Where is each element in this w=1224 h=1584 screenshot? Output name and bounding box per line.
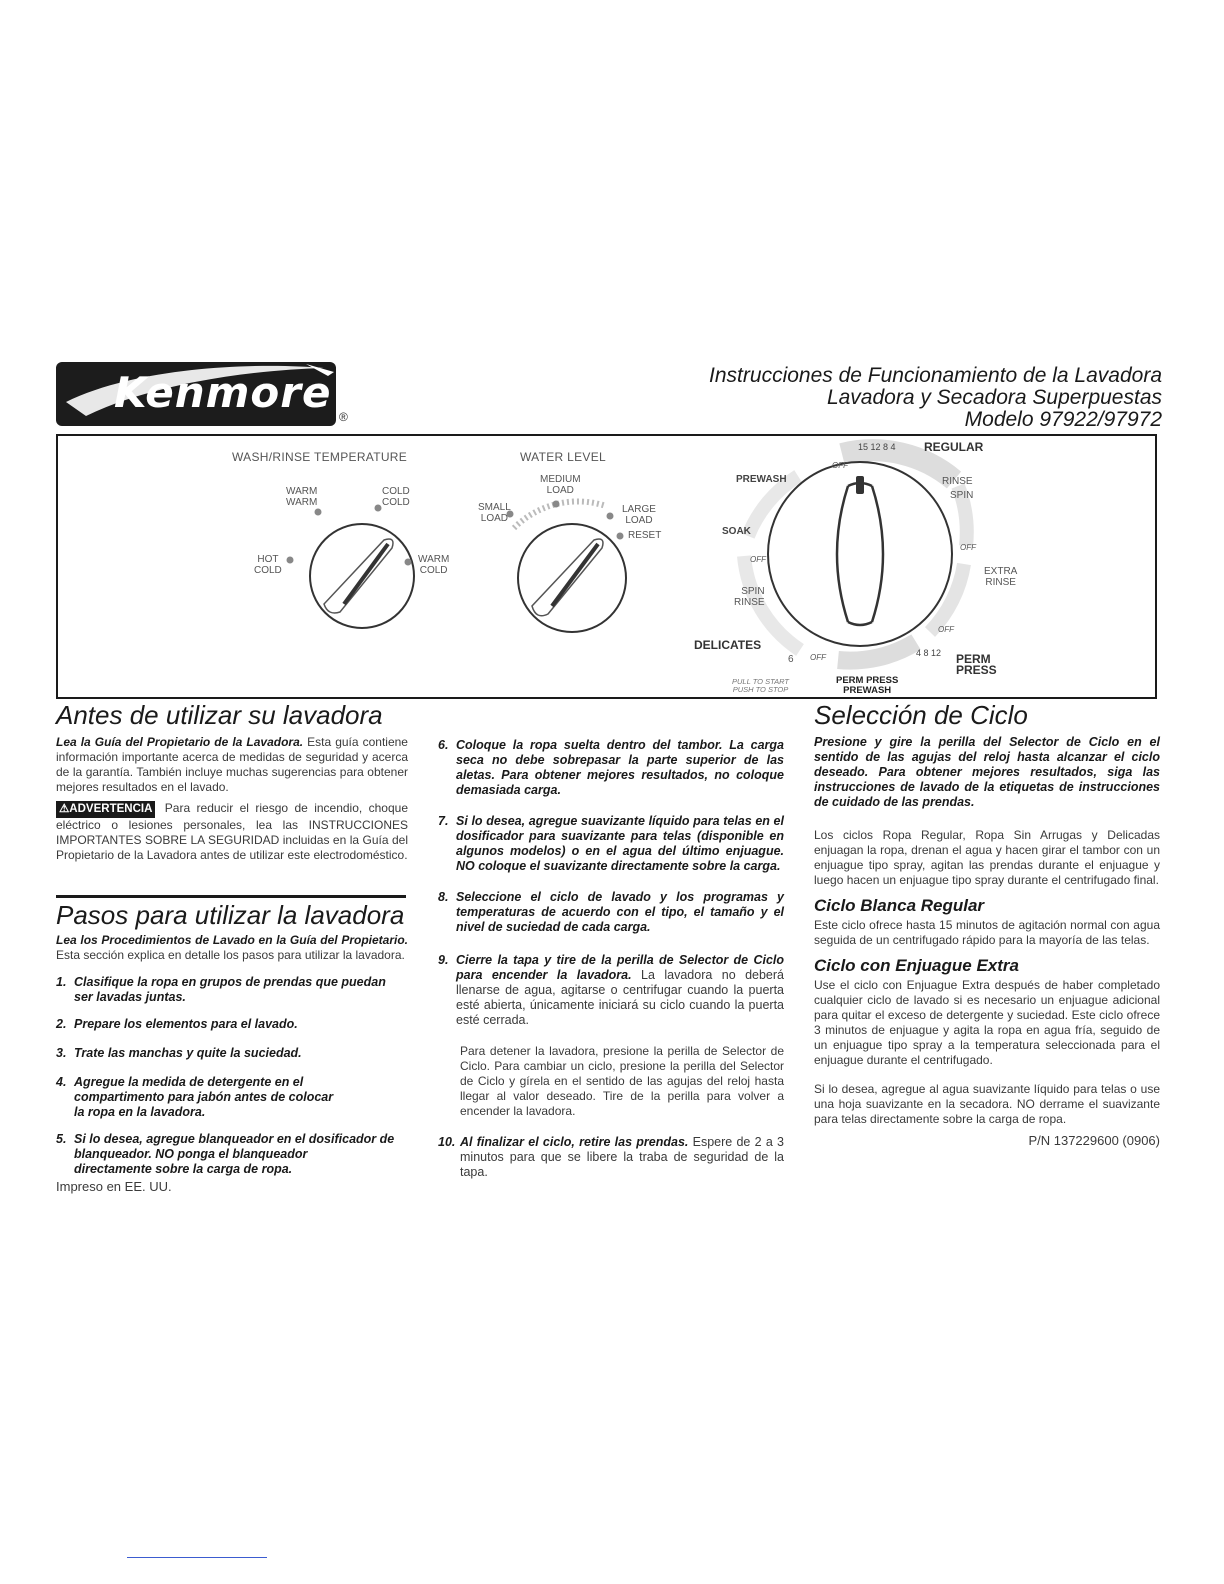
subheading-blanca: Ciclo Blanca Regular bbox=[814, 896, 985, 915]
right-column bbox=[814, 700, 1160, 1148]
water-level-knob[interactable] bbox=[518, 524, 626, 632]
step-6 bbox=[438, 738, 784, 798]
cycle-delicates-six: 6 bbox=[788, 654, 794, 665]
temp-warm-cold-rinse: COLD bbox=[419, 565, 448, 576]
temp-hot-cold-rinse: COLD bbox=[254, 565, 282, 576]
water-header: WATER LEVEL bbox=[520, 450, 606, 464]
step-1-line-a: Clasifique la ropa en grupos de prendas que puedan bbox=[74, 975, 386, 989]
cycle-extra-label: EXTRA bbox=[984, 566, 1018, 577]
temp-cold-cold-wash: COLD bbox=[382, 486, 410, 497]
temp-dot-cold-cold bbox=[375, 505, 382, 512]
step-10-rest: Espere de 2 a 3 minutos para que se libere la traba de seguridad de la tapa. bbox=[460, 1135, 784, 1179]
water-small-load: LOAD bbox=[480, 513, 509, 524]
temp-warm-warm-rinse: WARM bbox=[286, 497, 318, 508]
cycle-paragraph-1: Los ciclos Ropa Regular, Ropa Sin Arrugas y Delicadas enjuagan la ropa, drenan el agua y hacen girar el tambor con un enjuague tipo spray, agitan las prendas durante el enjuague y luego hacen un enjuague tipo spray durante el centrifugado final. bbox=[814, 828, 1160, 887]
title-line-3: Modelo 97922/97972 bbox=[964, 408, 1162, 431]
cycle-perm-press-prewash[interactable] bbox=[836, 676, 898, 696]
water-large[interactable] bbox=[622, 504, 656, 526]
heading-pasos: Pasos para utilizar la lavadora bbox=[56, 900, 405, 930]
step-7-text: Si lo desea, agregue suavizante líquido para telas en el dosificador para suavizante para telas (disponible en algunos modelos) o en el agua del último enjuague. NO coloque el suavizante directamente sobre la carga. bbox=[456, 814, 784, 873]
step-9-num: 9. bbox=[438, 953, 449, 967]
printed-in: Impreso en EE. UU. bbox=[56, 1179, 172, 1194]
step-1-line-b: ser lavadas juntas. bbox=[74, 990, 186, 1004]
logo-text: Kenmore bbox=[114, 368, 332, 417]
water-medium-label: MEDIUM bbox=[540, 474, 581, 485]
temp-warm-cold-wash: WARM bbox=[418, 554, 450, 565]
step-8-num: 8. bbox=[438, 890, 449, 904]
temp-cold-cold-rinse: COLD bbox=[382, 497, 410, 508]
step-5-line-a: Si lo desea, agregue blanqueador en el dosificador de bbox=[74, 1132, 395, 1146]
intro-paragraph bbox=[56, 735, 408, 795]
step-2-text: Prepare los elementos para el lavado. bbox=[74, 1017, 298, 1031]
step-5 bbox=[56, 1132, 408, 1177]
temp-warm-warm-wash: WARM bbox=[286, 486, 318, 497]
left-column-steps bbox=[56, 900, 408, 1194]
step-2-num: 2. bbox=[56, 1017, 67, 1031]
cycle-off-bottom: OFF bbox=[810, 653, 826, 662]
cycle-extra-rinse[interactable] bbox=[984, 566, 1017, 588]
section-divider bbox=[56, 895, 406, 898]
step-3-num: 3. bbox=[56, 1046, 67, 1060]
blanca-text: Este ciclo ofrece hasta 15 minutos de agitación normal con agua seguida de un centrifugado rápido para la mayoría de las telas. bbox=[814, 918, 1160, 947]
warning-paragraph bbox=[56, 801, 408, 863]
temp-hot-cold[interactable] bbox=[254, 554, 282, 576]
water-medium[interactable] bbox=[540, 474, 581, 496]
temp-dot-warm-cold bbox=[405, 559, 412, 566]
step-3-text: Trate las manchas y quite la suciedad. bbox=[74, 1046, 302, 1060]
step-9-rest: La lavadora no deberá llenarse de agua, agitarse o centrifugar cuando la puerta esté abierta, únicamente iniciará su ciclo cuando la puerta esté cerrada. bbox=[456, 968, 784, 1027]
step-4-line-b: compartimento para jabón antes de colocar bbox=[74, 1090, 334, 1104]
cycle-rinse-left: RINSE bbox=[734, 597, 765, 608]
cycle-prewash[interactable]: PREWASH bbox=[736, 474, 787, 485]
water-medium-load: LOAD bbox=[546, 485, 574, 496]
cycle-selector-knob[interactable] bbox=[768, 462, 952, 646]
control-panel bbox=[56, 434, 1157, 699]
step-10-num: 10. bbox=[438, 1135, 456, 1149]
cycle-spin-rinse-left[interactable] bbox=[734, 586, 765, 608]
step-5-num: 5. bbox=[56, 1132, 67, 1146]
water-large-label: LARGE bbox=[622, 504, 656, 515]
cycle-spin-left: SPIN bbox=[741, 586, 765, 597]
step-8-text: Seleccione el ciclo de lavado y los programas y temperaturas de acuerdo con el tipo, el tamaño y el nivel de suciedad de cada carga. bbox=[456, 890, 784, 934]
step-4-num: 4. bbox=[56, 1075, 67, 1089]
temp-warm-warm[interactable] bbox=[286, 486, 317, 508]
steps-intro-rest: Esta sección explica en detalle los pasos para utilizar la lavadora. bbox=[56, 948, 405, 962]
step-7-num: 7. bbox=[438, 814, 449, 828]
step-9 bbox=[438, 953, 784, 1028]
step-6-text: Coloque la ropa suelta dentro del tambor. La carga seca no debe sobrepasar la parte superior de las aletas. Para obtener mejores resultados, no coloque demasiada carga. bbox=[456, 738, 784, 797]
extra-text: Use el ciclo con Enjuague Extra después de haber completado cualquier ciclo de lavado si es necesario un enjuague adicional para quitar el exceso de detergente y suciedad. Este ciclo ofrece 3 minutos de enjuague y agita la ropa en agua fría, seguido de un enjuague tipo spray a la temperatura seleccionada para el enjuague durante el centrifugado. bbox=[814, 978, 1160, 1067]
step-7 bbox=[438, 814, 784, 874]
step-10 bbox=[438, 1135, 784, 1180]
warning-text: Para reducir el riesgo de incendio, choque eléctrico o lesiones personales, lea las INSTRUCCIONES IMPORTANTES SOBRE LA SEGURIDAD incluidas en la Guía del Propietario de la Lavadora antes de utilizar este electrodoméstico. bbox=[56, 801, 408, 862]
cycle-off-top: OFF bbox=[832, 461, 848, 470]
water-small-label: SMALL bbox=[478, 502, 511, 513]
temp-dot-hot-cold bbox=[287, 557, 294, 564]
perm-press-prewash-1: PERM PRESS bbox=[836, 675, 899, 686]
temp-hot-cold-wash: HOT bbox=[257, 554, 279, 565]
intro-rest: Esta guía contiene información importante acerca de medidas de seguridad y acerca de la garantía. También incluye muchas sugerencias para obtener mejores resultados en el lavado. bbox=[56, 735, 408, 794]
temp-header: WASH/RINSE TEMPERATURE bbox=[232, 450, 408, 464]
step-6-num: 6. bbox=[438, 738, 449, 752]
cycle-regular-numbers: 15 12 8 4 bbox=[858, 442, 896, 452]
left-column bbox=[56, 700, 408, 863]
water-reset[interactable]: RESET bbox=[628, 530, 662, 541]
stop-paragraph: Para detener la lavadora, presione la perilla de Selector de Ciclo. Para cambiar un ciclo, presione la perilla del Selector de Ciclo y gírela en el sentido de las agujas del reloj hasta llegar al valor deseado. Tire de la perilla para volver a encender la lavadora. bbox=[460, 1044, 784, 1118]
temp-warm-cold[interactable] bbox=[418, 554, 449, 576]
step-2 bbox=[56, 1017, 408, 1032]
cycle-off-right: OFF bbox=[960, 543, 976, 552]
water-large-load: LOAD bbox=[625, 515, 653, 526]
cycle-perm-label: PERM bbox=[956, 652, 991, 666]
step-3 bbox=[56, 1046, 408, 1061]
perm-press-prewash-2: PREWASH bbox=[843, 685, 892, 696]
water-small[interactable] bbox=[478, 502, 511, 524]
temp-dot-warm-warm bbox=[315, 509, 322, 516]
cycle-press-label: PRESS bbox=[956, 663, 997, 677]
intro-bold: Lea la Guía del Propietario de la Lavadora. bbox=[56, 735, 304, 749]
bottom-rule bbox=[127, 1557, 267, 1558]
cycle-perm-press[interactable] bbox=[956, 654, 997, 676]
title-line-2: Lavadora y Secadora Superpuestas bbox=[826, 386, 1162, 409]
cycle-spin[interactable]: SPIN bbox=[950, 490, 974, 501]
step-1-num: 1. bbox=[56, 975, 67, 989]
kenmore-logo bbox=[56, 362, 346, 426]
cycle-rinse[interactable]: RINSE bbox=[942, 476, 973, 487]
pull-push-hint bbox=[732, 678, 789, 694]
cycle-delicates[interactable]: DELICATES bbox=[694, 638, 762, 652]
step-5-line-c: directamente sobre la carga de ropa. bbox=[74, 1162, 293, 1176]
step-9-bold: Cierre la tapa y tire de la perilla de Selector de Ciclo para encender la lavadora. bbox=[456, 953, 784, 982]
subheading-extra: Ciclo con Enjuague Extra bbox=[814, 956, 1019, 975]
cycle-intro: Presione y gire la perilla del Selector de Ciclo en el sentido de las agujas del reloj hasta alcanzar el ciclo deseado. Para obtener mejores resultados, siga las instrucciones de lavado de la etiquetas de instrucciones de cuidado de las prendas. bbox=[814, 735, 1160, 809]
step-8 bbox=[438, 890, 784, 935]
title-line-1: Instrucciones de Funcionamiento de la Lavadora bbox=[709, 364, 1162, 387]
cycle-regular[interactable]: REGULAR bbox=[924, 440, 984, 454]
registered-mark: ® bbox=[339, 410, 348, 424]
water-level-arc bbox=[514, 501, 606, 528]
step-5-line-b: blanqueador. NO ponga el blanqueador bbox=[74, 1147, 308, 1161]
heading-antes: Antes de utilizar su lavadora bbox=[56, 700, 383, 730]
warning-badge: ⚠ADVERTENCIA bbox=[56, 801, 155, 818]
cycle-perm-numbers: 4 8 12 bbox=[916, 648, 942, 658]
cycle-soak[interactable]: SOAK bbox=[722, 526, 751, 537]
temp-cold-cold[interactable] bbox=[382, 486, 410, 508]
step-4-line-c: la ropa en la lavadora. bbox=[74, 1105, 206, 1119]
middle-column bbox=[438, 738, 784, 1180]
step-10-bold: Al finalizar el ciclo, retire las prendas. bbox=[460, 1135, 689, 1149]
part-number: P/N 137229600 (0906) bbox=[1028, 1133, 1160, 1148]
steps-intro bbox=[56, 933, 408, 963]
step-1 bbox=[56, 975, 408, 1005]
step-4-line-a: Agregue la medida de detergente en el bbox=[74, 1075, 304, 1089]
water-dot-large bbox=[607, 513, 614, 520]
push-to-stop: PUSH TO STOP bbox=[732, 685, 789, 694]
temperature-knob[interactable] bbox=[310, 524, 414, 628]
cycle-paragraph-2: Si lo desea, agregue al agua suavizante líquido para telas o use una hoja suavizante en la secadora. NO derrame el suavizante para telas directamente sobre la carga de ropa. bbox=[814, 1082, 1160, 1126]
water-dot-reset bbox=[617, 533, 624, 540]
cycle-off-left: OFF bbox=[750, 555, 766, 564]
steps-intro-bold: Lea los Procedimientos de Lavado en la Guía del Propietario. bbox=[56, 933, 408, 947]
logo-box bbox=[56, 362, 336, 426]
cycle-off-lower-right: OFF bbox=[938, 625, 954, 634]
heading-seleccion: Selección de Ciclo bbox=[814, 700, 1028, 730]
step-4 bbox=[56, 1075, 408, 1120]
water-dot-medium bbox=[553, 501, 560, 508]
cycle-extra-rinse-label: RINSE bbox=[985, 577, 1016, 588]
pull-to-start: PULL TO START bbox=[732, 677, 789, 686]
